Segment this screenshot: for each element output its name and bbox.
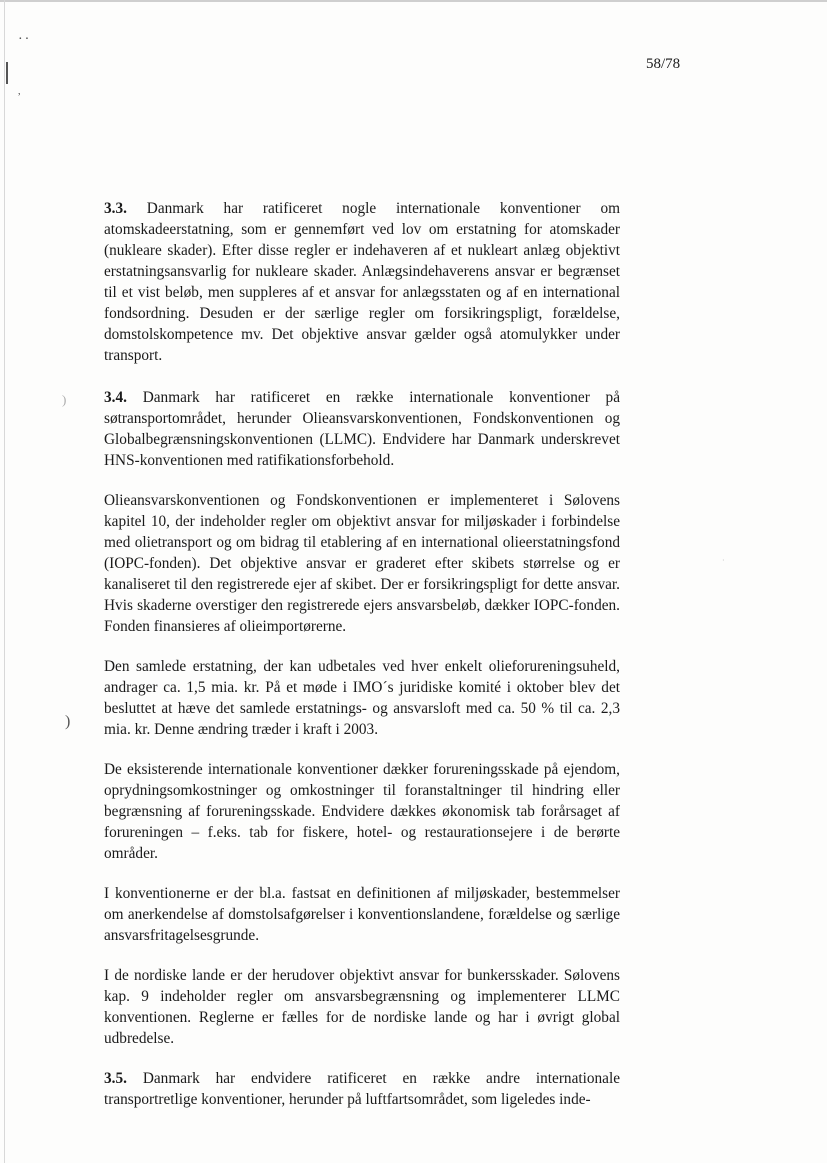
paragraph-text: De eksisterende internationale konventioner dækker forureningsskade på ejendom, oprydningsomkostninger og omkostninger til foranstaltninger til hindring eller begrænsning af forureningsskade. Endvidere dækkes økonomisk tab forårsaget af forureningen – f.eks. tab for fiskere, hotel- og restaurationsejere i de berørte områder. [104,761,620,862]
scan-mark-dots: ·· [18,32,32,47]
paragraph [104,883,620,946]
scan-mark-hole: ) [62,392,67,407]
section-number: 3.3. [104,200,127,217]
page-number: 58/78 [646,56,681,72]
paragraph [104,759,620,864]
scan-mark-comma: , [18,86,21,97]
section-number: 3.4. [104,389,127,406]
paragraph [104,490,620,637]
scan-top-edge [0,0,827,2]
scan-left-edge [4,0,5,1163]
paragraph [104,656,620,740]
document-body [104,198,620,1129]
paragraph-text: I de nordiske lande er der herudover objektivt ansvar for bunkersskader. Sølovens kap. 9 indeholder regler om ansvarsbegrænsning og implementerer LLMC konventionen. Reglerne er fælles for de nordiske lande og har i øvrigt global udbredelse. [104,967,620,1047]
paragraph-text: I konventionerne er der bl.a. fastsat en definitionen af miljøskader, bestemmelser om anerkendelse af domstolsafgørelser i konventionslandene, forældelse og særlige ansvarsfritagelsesgrunde. [104,885,620,944]
scan-mark-speck: · [722,556,725,565]
scan-mark-tick [6,62,8,84]
section-number: 3.5. [104,1070,127,1087]
paragraph-text: Den samlede erstatning, der kan udbetales ved hver enkelt olieforureningsuheld, andrager ca. 1,5 mia. kr. På et møde i IMO´s juridiske komité i oktober blev det besluttet at hæve det samlede erstatnings- og ansvarsloft med ca. 50 % til ca. 2,3 mia. kr. Denne ændring træder i kraft i 2003. [104,658,620,738]
paragraph-text: Olieansvarskonventionen og Fondskonventionen er implementeret i Sølovens kapitel 10, der indeholder regler om objektivt ansvar for miljøskader i forbindelse med olietransport og om bidrag til etablering af en international olieerstatningsfond (IOPC-fonden). Det objektive ansvar er graderet efter skibets størrelse og er kanaliseret til den registrerede ejer af skibet. Der er forsikringspligt for dette ansvar. Hvis skaderne overstiger den registrerede ejers ansvarsbeløb, dækker IOPC-fonden. Fonden finansieres af olieimportørerne. [104,492,620,635]
paragraph [104,965,620,1049]
paragraph-text: Danmark har ratificeret en række internationale konventioner på søtransportområdet, herunder Olieansvarskonventionen, Fondskonventionen og Globalbegrænsningskonventionen (LLMC). Endvidere har Danmark underskrevet HNS-konventionen med ratifikationsforbehold. [104,389,620,469]
paragraph [104,198,620,366]
scan-mark-hole: ) [65,713,71,730]
paragraph-text: Danmark har ratificeret nogle internationale konventioner om atomskadeerstatning, som er gennemført ved lov om erstatning for atomskader (nukleare skader). Efter disse regler er indehaveren af et nukleart anlæg objektivt erstatningsansvarlig for nukleare skader. Anlægsindehaverens ansvar er begrænset til et vist beløb, men suppleres af et ansvar for anlægsstaten og af en international fondsordning. Desuden er der særlige regler om forsikringspligt, forældelse, domstolskompetence mv. Det objektive ansvar gælder også atomulykker under transport. [104,200,621,364]
paragraph [104,387,620,471]
paragraph-text: Danmark har endvidere ratificeret en række andre internationale transportretlige konventioner, herunder på luftfartsområdet, som ligeledes inde- [104,1070,620,1108]
paragraph [104,1068,620,1110]
